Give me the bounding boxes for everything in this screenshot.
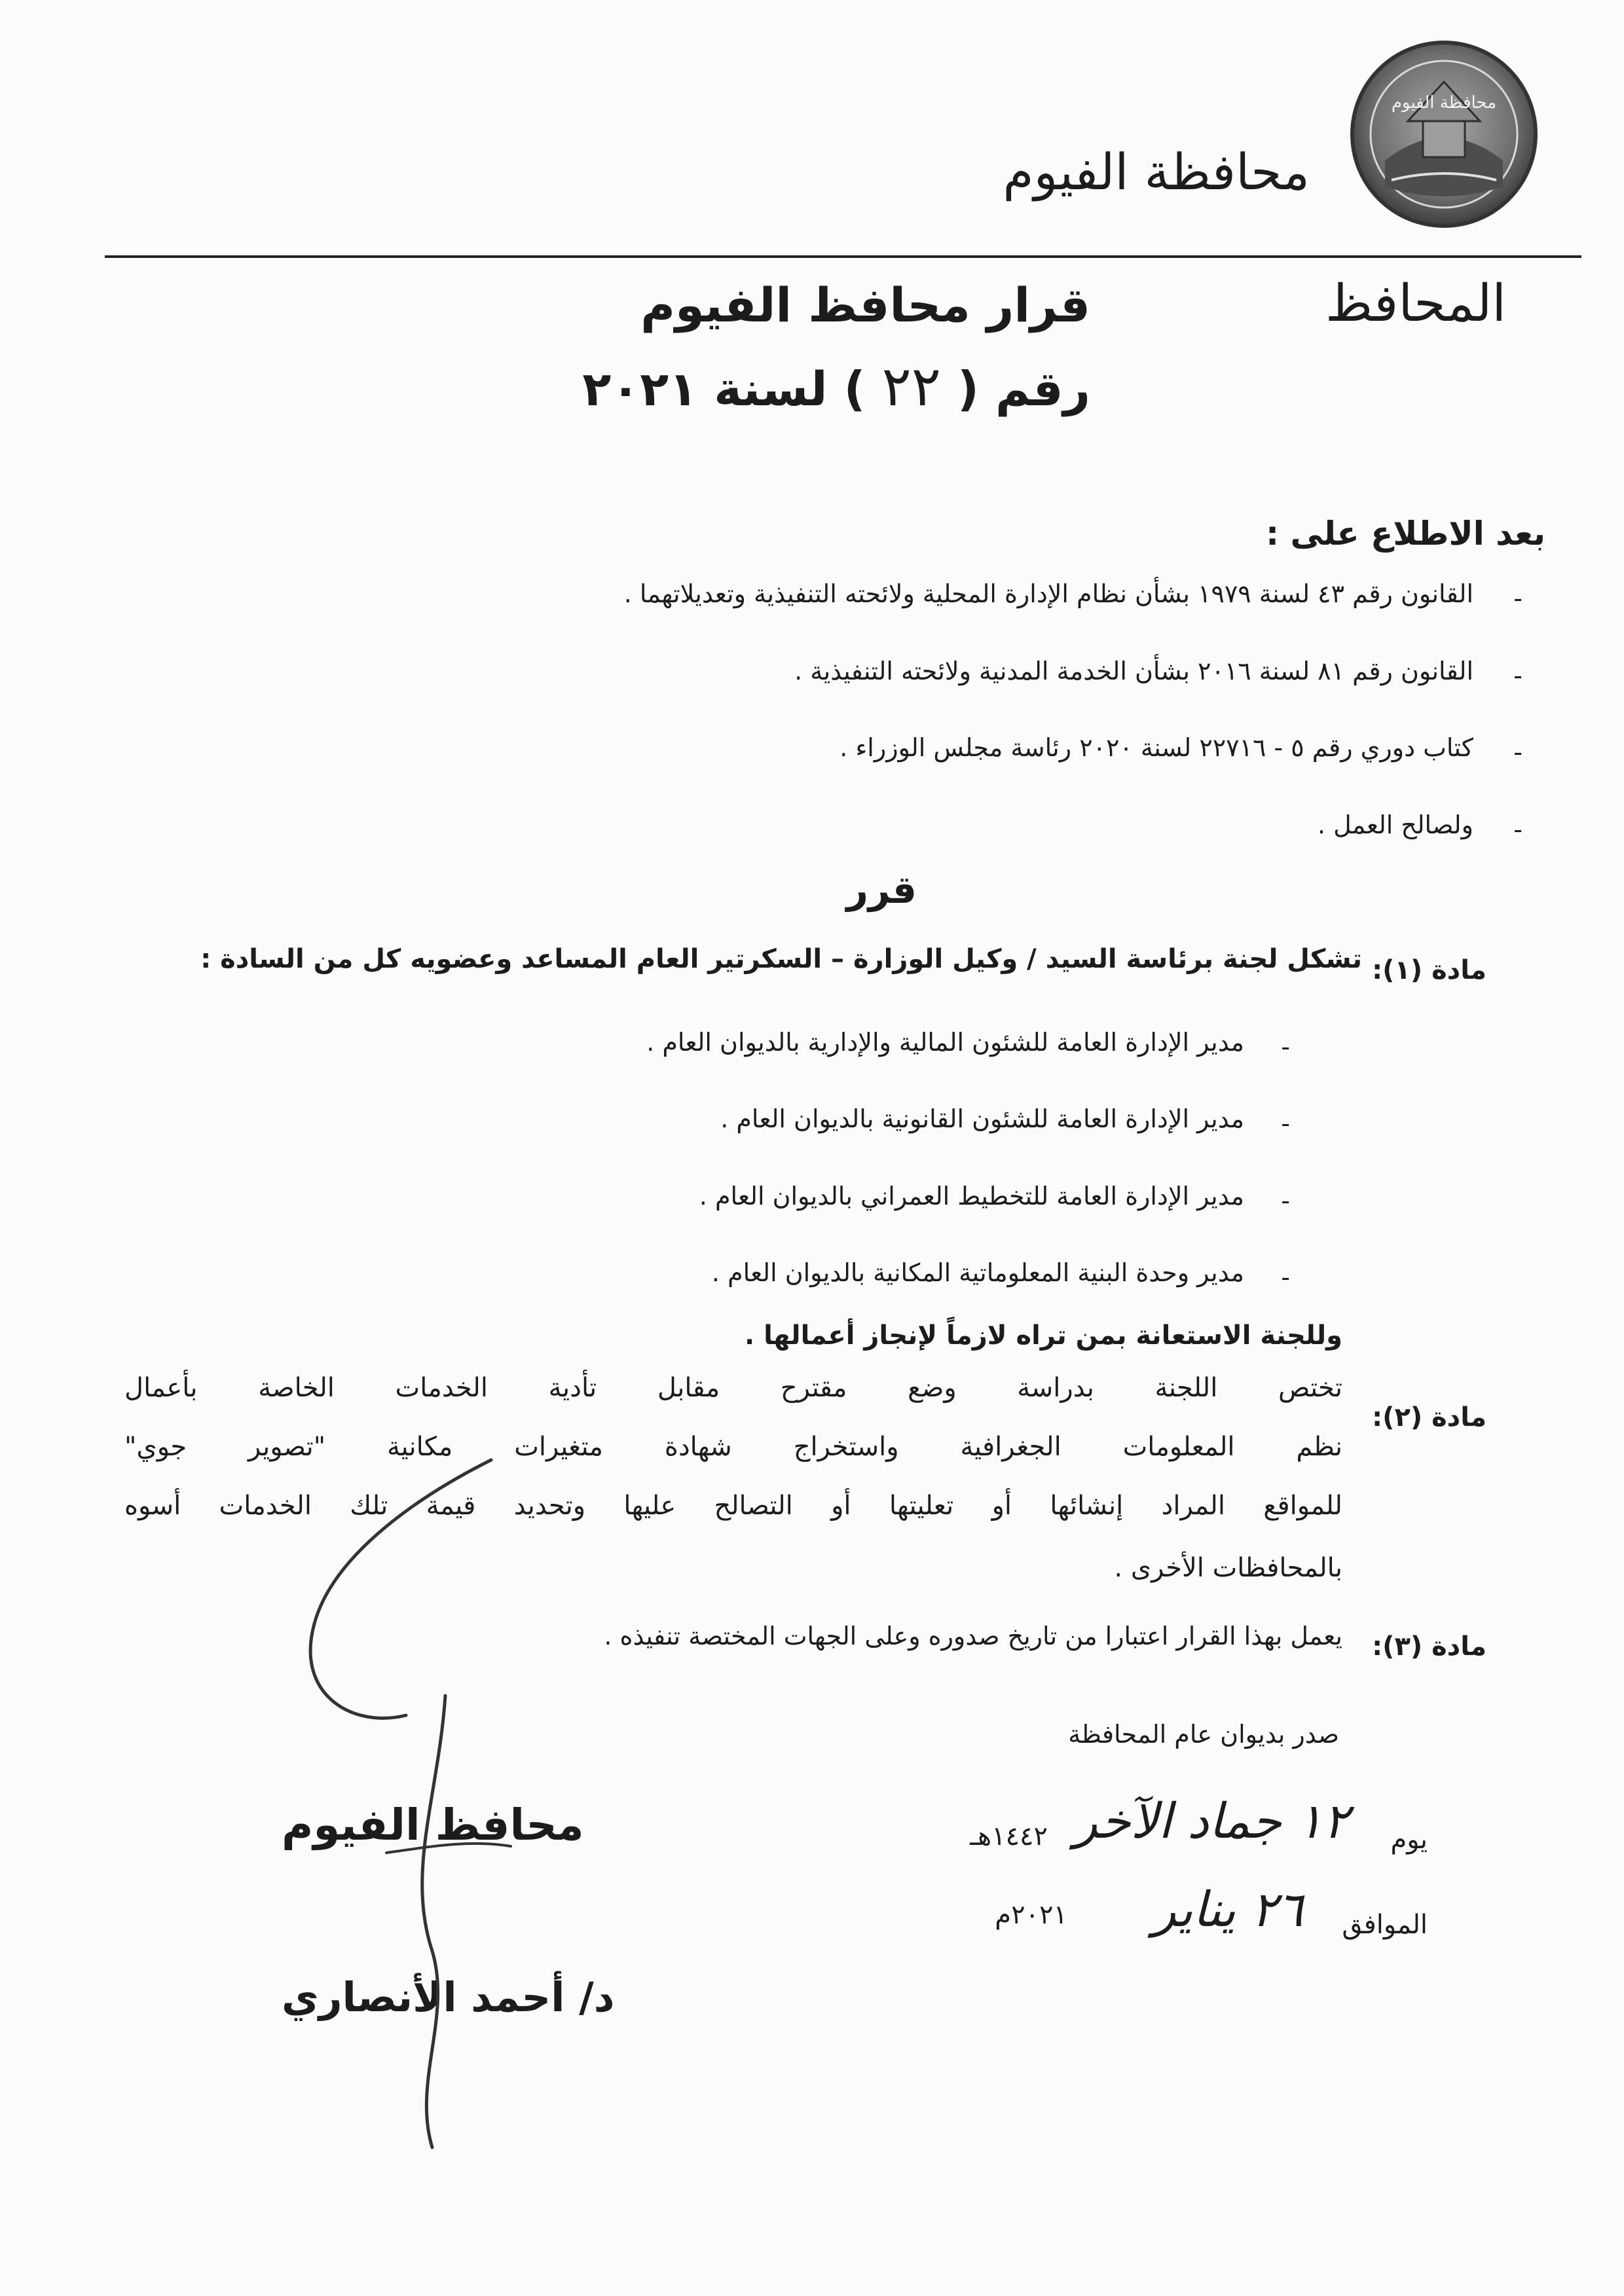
gregorian-day-month: ٢٦ يناير bbox=[1153, 1882, 1303, 1938]
office-title: المحافظ bbox=[1325, 274, 1506, 333]
article-2-line: تختص اللجنة بدراسة وضع مقترح مقابل تأدية الخدمات الخاصة بأعمال bbox=[124, 1373, 1342, 1403]
decree-number-suffix: ) لسنة ٢٠٢١ bbox=[582, 361, 866, 416]
article-1-closing: وللجنة الاستعانة بمن تراه لازماً لإنجاز أعمالها . bbox=[745, 1321, 1342, 1351]
decree-number bbox=[582, 354, 1090, 418]
list-dash: - bbox=[1513, 584, 1522, 613]
article-1-intro: تشكل لجنة برئاسة السيد / وكيل الوزارة – السكرتير العام المساعد وعضويه كل من السادة : bbox=[200, 944, 1362, 974]
decree-title: قرار محافظ الفيوم bbox=[640, 278, 1090, 333]
signature-title: محافظ الفيوم bbox=[282, 1800, 584, 1850]
list-dash: - bbox=[1513, 661, 1522, 690]
decree-number-prefix: رقم ( bbox=[957, 361, 1090, 416]
article-2-label: مادة (٢): bbox=[1372, 1402, 1486, 1432]
preamble-item: القانون رقم ٤٣ لسنة ١٩٧٩ بشأن نظام الإدارة المحلية ولائحته التنفيذية وتعديلاتهما . bbox=[623, 579, 1473, 608]
hijri-year: ١٤٤٢هـ bbox=[970, 1821, 1048, 1851]
hijri-prefix: يوم bbox=[1390, 1825, 1428, 1855]
article-2-line: نظم المعلومات الجغرافية واستخراج شهادة متغيرات مكانية "تصوير جوي" bbox=[124, 1432, 1342, 1462]
member-item: مدير الإدارة العامة للشئون المالية والإدارية بالديوان العام . bbox=[646, 1028, 1244, 1057]
article-3-label: مادة (٣): bbox=[1372, 1631, 1486, 1662]
list-dash: - bbox=[1281, 1186, 1290, 1215]
gregorian-prefix: الموافق bbox=[1342, 1910, 1428, 1940]
member-item: مدير الإدارة العامة للشئون القانونية بالديوان العام . bbox=[720, 1104, 1244, 1133]
header-divider bbox=[105, 255, 1581, 258]
preamble-item: القانون رقم ٨١ لسنة ٢٠١٦ بشأن الخدمة المدنية ولائحته التنفيذية . bbox=[794, 657, 1473, 685]
governorate-seal bbox=[1346, 36, 1542, 232]
governorate-name: محافظة الفيوم bbox=[1003, 143, 1310, 201]
gregorian-year: ٢٠٢١م bbox=[995, 1900, 1067, 1930]
member-item: مدير الإدارة العامة للتخطيط العمراني بالديوان العام . bbox=[699, 1182, 1244, 1211]
list-dash: - bbox=[1513, 815, 1522, 844]
preamble-item: كتاب دوري رقم ٥ - ٢٢٧١٦ لسنة ٢٠٢٠ رئاسة مجلس الوزراء . bbox=[840, 733, 1473, 762]
list-dash: - bbox=[1513, 738, 1522, 767]
signatory-name: د/ أحمد الأنصاري bbox=[282, 1973, 615, 2021]
list-dash: - bbox=[1281, 1263, 1290, 1292]
issued-at: صدر بديوان عام المحافظة bbox=[1068, 1720, 1339, 1749]
list-dash: - bbox=[1281, 1109, 1290, 1138]
hijri-day-month: ١٢ جماد الآخر bbox=[1074, 1793, 1349, 1850]
preamble-heading: بعد الاطلاع على : bbox=[1266, 515, 1545, 553]
preamble-item: ولصالح العمل . bbox=[1317, 811, 1473, 839]
list-dash: - bbox=[1281, 1032, 1290, 1061]
seal-text: محافظة الفيوم bbox=[1391, 93, 1497, 113]
handwritten-signature bbox=[275, 1453, 557, 2160]
article-1-label: مادة (١): bbox=[1372, 955, 1486, 985]
article-2-line: للمواقع المراد إنشائها أو تعليتها أو التصالح عليها وتحديد قيمة تلك الخدمات أسوه bbox=[124, 1491, 1342, 1521]
decree-number-value: ٢٢ bbox=[881, 354, 941, 418]
article-3-text: يعمل بهذا القرار اعتبارا من تاريخ صدوره وعلى الجهات المختصة تنفيذه . bbox=[604, 1622, 1342, 1650]
article-2-line: بالمحافظات الأخرى . bbox=[1114, 1553, 1342, 1583]
decision-heading: قرر bbox=[846, 867, 917, 912]
member-item: مدير وحدة البنية المعلوماتية المكانية بالديوان العام . bbox=[711, 1258, 1244, 1287]
